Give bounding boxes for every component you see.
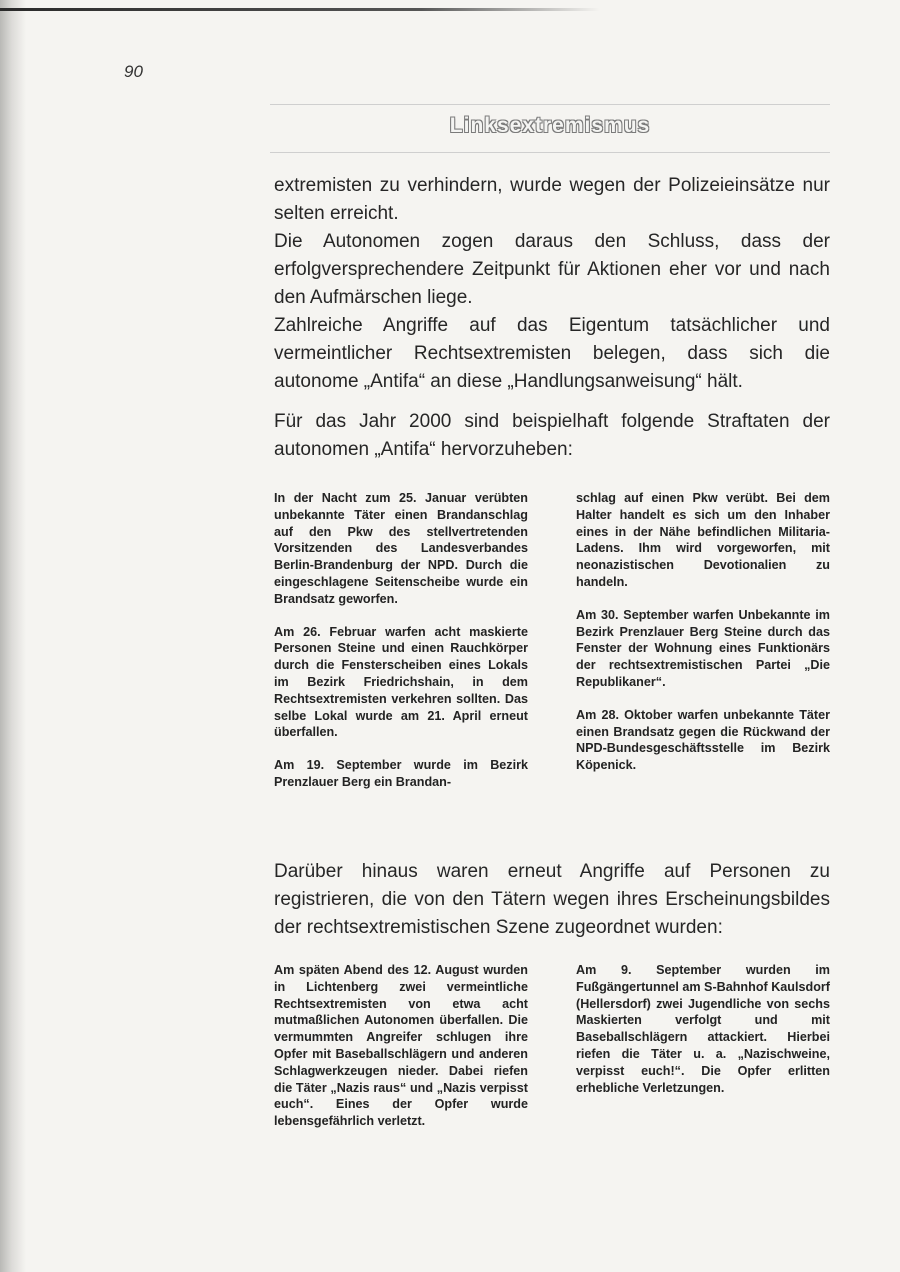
attacks-column-left <box>274 962 528 1146</box>
offense-entry: Am 26. Februar warfen acht maskierte Personen Steine und einen Rauchkörper durch die Fensterscheiben eines Lokals im Bezirk Friedrichshain, in dem Rechtsextremisten verkehren sollten. Das selbe Lokal wurde am 21. April erneut überfallen. <box>274 624 528 740</box>
attack-entry: Am 9. September wurden im Fußgängertunnel am S-Bahnhof Kaulsdorf (Hellersdorf) zwei Jugendliche von sechs Maskierten verfolgt und mit Baseballschlägern attackiert. Hierbei riefen die Täter u. a. „Nazischweine, verpisst euch!“. Die Opfer erlitten erhebliche Verletzungen. <box>576 963 830 1095</box>
offenses-column-right <box>576 490 830 790</box>
attack-entry: Am späten Abend des 12. August wurden in Lichtenberg zwei vermeintliche Rechtsextremisten von etwa acht mutmaßlichen Autonomen überfallen. Die vermummten Angreifer schlugen ihre Opfer mit Baseballschlägern und anderen Schlagwerkzeugen nieder. Dabei riefen die Täter „Nazis raus“ und „Nazis verpisst euch“. Eines der Opfer wurde lebensgefährlich verletzt. <box>274 963 528 1129</box>
intro-paragraph: extremisten zu verhindern, wurde wegen der Polizeieinsätze nur selten erreicht. <box>274 175 830 224</box>
lead-in-paragraph: Darüber hinaus waren erneut Angriffe auf Personen zu registrieren, die von den Tätern wegen ihres Erscheinungsbildes der rechtsextremistischen Szene zugeordnet wurden: <box>274 861 830 938</box>
section-title: Linksextremismus <box>449 114 651 137</box>
lead-in-paragraph: Für das Jahr 2000 sind beispielhaft folgende Straftaten der autonomen „Antifa“ hervorzuheben: <box>274 411 830 460</box>
offense-entry: Am 30. September warfen Unbekannte im Bezirk Prenzlauer Berg Steine durch das Fenster der Wohnung eines Funktionärs der rechtsextremistischen Partei „Die Republikaner“. <box>576 607 830 689</box>
offense-entry: schlag auf einen Pkw verübt. Bei dem Halter handelt es sich um den Inhaber eines in der Nähe befindlichen Militaria-Ladens. Ihm wird vorgeworfen, mit neonazistischen Devotionalien zu handeln. <box>576 491 830 589</box>
offense-entry: Am 19. September wurde im Bezirk Prenzlauer Berg ein Brandan- <box>274 758 528 789</box>
header-rule-top <box>270 104 830 105</box>
attacks-column-right <box>576 962 830 1112</box>
intro-paragraph: Zahlreiche Angriffe auf das Eigentum tatsächlicher und vermeintlicher Rechtsextremisten belegen, dass sich die autonome „Antifa“ an diese „Handlungsanweisung“ hält. <box>274 315 830 392</box>
offenses-column-left <box>274 490 528 807</box>
intro-text <box>274 172 830 396</box>
header-rule-bottom <box>270 152 830 153</box>
intro-paragraph: Die Autonomen zogen daraus den Schluss, dass der erfolgversprechendere Zeitpunkt für Aktionen eher vor und nach den Aufmärschen liege. <box>274 231 830 308</box>
page-binding-shadow <box>0 0 26 1272</box>
offense-entry: In der Nacht zum 25. Januar verübten unbekannte Täter einen Brandanschlag auf den Pkw des stellvertretenden Vorsitzenden des Landesverbandes Berlin-Brandenburg der NPD. Durch die eingeschlagene Seitenscheibe wurde ein Brandsatz geworfen. <box>274 491 528 606</box>
offense-entry: Am 28. Oktober warfen unbekannte Täter einen Brandsatz gegen die Rückwand der NPD-Bundesgeschäftsstelle im Bezirk Köpenick. <box>576 707 830 773</box>
lead-in-attacks <box>274 858 830 942</box>
lead-in-offenses <box>274 408 830 464</box>
page-number: 90 <box>124 62 143 81</box>
top-rule <box>0 8 600 11</box>
